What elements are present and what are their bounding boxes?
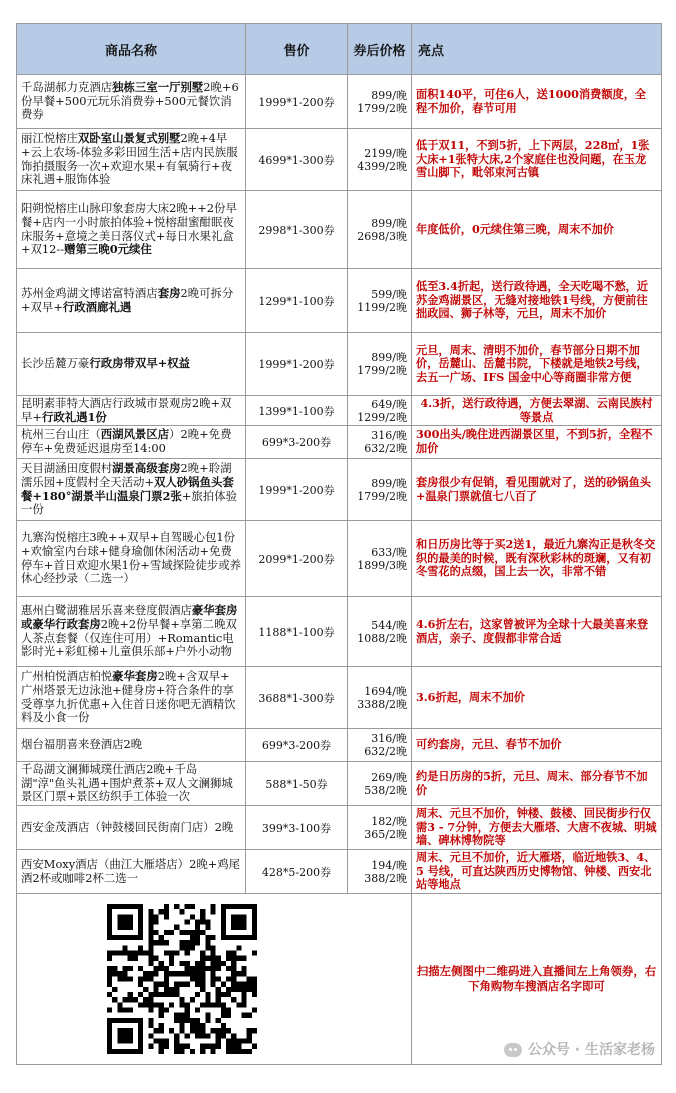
total-price: 1899/3晚 — [357, 558, 407, 572]
product-name-text: 千岛湖郝力克酒店 — [21, 80, 113, 95]
product-name-text: 苏州金鸡湖文博诺富特酒店 — [21, 285, 158, 300]
highlight: 300出头/晚住进西湖景区里，不到5折，全程不加价 — [412, 426, 662, 459]
product-name-emphasis: 西湖风景区店 — [100, 427, 170, 442]
highlight: 低至3.4折起，送行政待遇，全天吃喝不愁，近苏金鸡湖景区，无缝对接地铁1号线，方便前往拙政园、狮子林等，元旦，周末不加价 — [412, 269, 662, 333]
after-coupon-price — [348, 521, 412, 597]
table-row — [17, 333, 662, 396]
highlight: 可约套房，元旦、春节不加价 — [412, 729, 662, 762]
product-name-text: 阳朔悦榕庄山脉印象套房大床2晚++2份早餐+店内一小时旅拍体验+悦榕甜蜜酣眠夜床服务+意境之美日落仪式+每日水果礼盒+双12-- — [21, 201, 237, 257]
per-night-price: 194/晚 — [371, 858, 407, 872]
per-night-price: 1694/晚 — [364, 684, 407, 698]
after-coupon-price — [348, 762, 412, 806]
highlight: 元旦，周末、清明不加价，春节部分日期不加价，岳麓山、岳麓书院，下楼就是地铁2号线，去五一广场、IFS 国金中心等商圈非常方便 — [412, 333, 662, 396]
after-coupon-price — [348, 426, 412, 459]
table-row — [17, 667, 662, 729]
highlight: 约是日历房的5折，元旦、周末、部分春节不加价 — [412, 762, 662, 806]
price: 428*5-200券 — [246, 850, 348, 894]
product-name-text: 2晚+6份早餐+500元玩乐消费券+500元餐饮消费券 — [21, 80, 239, 122]
product-name-text: 丽江悦榕庄 — [21, 131, 78, 146]
product-name-text: 广州柏悦酒店柏悦 — [21, 669, 113, 684]
per-night-price: 2199/晚 — [364, 146, 407, 160]
after-coupon-price — [348, 729, 412, 762]
product-name-emphasis: 独栋三室一厅别墅 — [112, 80, 204, 95]
scan-instruction-cell — [412, 894, 662, 1065]
after-coupon-price — [348, 333, 412, 396]
price: 588*1-50券 — [246, 762, 348, 806]
after-coupon-price — [348, 597, 412, 667]
after-coupon-price — [348, 269, 412, 333]
wechat-icon — [504, 1043, 522, 1057]
qr-cell — [17, 894, 412, 1065]
table-row — [17, 850, 662, 894]
product-name-text: 九寨沟悦榕庄3晚++双早+自驾暖心包1份+欢愉室内台球+健身瑜伽休闲活动+免费停车+首日欢迎水果1份+雪域探险徒步或养休心经抄录（二选一） — [21, 530, 241, 586]
product-name-text: 杭州三台山庄（ — [21, 427, 101, 442]
product-name — [17, 75, 246, 129]
table-row — [17, 269, 662, 333]
highlight: 套房很少有促销，看见围就对了，送的砂锅鱼头+温泉门票就值七八百了 — [412, 459, 662, 521]
highlight: 周末、元旦不加价，钟楼、鼓楼、回民街步行仅需3 - 7分钟，方便去大雁塔、大唐不夜城、明城墙、碑林博物院等 — [412, 806, 662, 850]
qr-code-icon[interactable] — [107, 902, 257, 1056]
table-row — [17, 191, 662, 269]
after-coupon-price — [348, 850, 412, 894]
total-price: 1299/2晚 — [357, 410, 407, 424]
product-name-emphasis: 湖景高级套房 — [112, 461, 181, 476]
price: 399*3-100券 — [246, 806, 348, 850]
product-name-text: 2晚+含双早+ 广州塔景无边泳池+健身房+符合条件的享受尊享九折优惠+入住首日迷你吧无酒精饮料及小食一份 — [21, 669, 236, 725]
product-name-emphasis: 双卧室山景复式别墅 — [77, 131, 181, 146]
header-after-price: 券后价格 — [348, 24, 412, 75]
table-row — [17, 75, 662, 129]
product-name-text: 2晚+4早+云上农场-体验多彩田园生活+店内民族服饰拍摄服务一次+欢迎水果+有氧骑行+夜床礼遇+服饰体验 — [21, 131, 238, 187]
total-price: 1088/2晚 — [357, 631, 407, 645]
scan-instruction: 扫描左侧图中二维码进入直播间左上角领券，右下角购物车搜酒店名字即可 — [416, 964, 657, 993]
total-price: 1199/2晚 — [357, 300, 407, 314]
product-name-text: 西安金茂酒店（钟鼓楼回民街南门店）2晚 — [21, 819, 234, 834]
per-night-price: 599/晚 — [371, 287, 407, 301]
product-name-text: 2晚可拆分+双早+ — [21, 285, 234, 314]
total-price: 1799/2晚 — [357, 101, 407, 115]
highlight: 低于双11，不到5折，上下两层，228㎡，1张大床+1张特大床,2个家庭住也没问题，在玉龙雪山脚下，毗邻束河古镇 — [412, 129, 662, 191]
price: 699*3-200券 — [246, 426, 348, 459]
product-name — [17, 597, 246, 667]
price: 699*3-200券 — [246, 729, 348, 762]
product-name — [17, 191, 246, 269]
product-name-text: 西安Moxy酒店（曲江大雁塔店）2晚+鸡尾酒2杯或咖啡2杯二选一 — [21, 856, 241, 885]
product-name-emphasis: 行政房带双早+权益 — [89, 356, 191, 371]
per-night-price: 899/晚 — [371, 351, 407, 364]
header-row — [17, 24, 662, 75]
after-coupon-price — [348, 806, 412, 850]
per-night-price: 633/晚 — [371, 545, 407, 559]
price: 1299*1-100券 — [246, 269, 348, 333]
total-price: 632/2晚 — [364, 442, 407, 455]
table-row — [17, 396, 662, 426]
total-price: 1799/2晚 — [357, 489, 407, 503]
table-row — [17, 459, 662, 521]
price: 1399*1-100券 — [246, 396, 348, 426]
total-price: 4399/2晚 — [357, 159, 407, 173]
highlight: 4.6折左右，这家曾被评为全球十大最美喜来登酒店，亲子、度假都非常合适 — [412, 597, 662, 667]
product-name-text: +旅拍体验一份 — [21, 488, 237, 517]
per-night-price: 269/晚 — [371, 770, 407, 784]
per-night-price: 649/晚 — [371, 397, 407, 411]
price: 1188*1-100券 — [246, 597, 348, 667]
product-name-text: 2晚+2份早餐+享第二晚双人茶点套餐（仅连住可用）+Romantic电影时光+彩虹梯+儿童俱乐部+户外小动物 — [21, 616, 237, 659]
header-name: 商品名称 — [17, 24, 246, 75]
product-name — [17, 129, 246, 191]
table-row — [17, 521, 662, 597]
table-row — [17, 729, 662, 762]
product-name-text: 昆明素菲特大酒店行政城市景观房2晚+双早+ — [21, 395, 232, 424]
price: 3688*1-300券 — [246, 667, 348, 729]
header-highlight: 亮点 — [412, 24, 662, 75]
table-row — [17, 129, 662, 191]
per-night-price: 899/晚 — [371, 216, 407, 230]
product-name-emphasis: 双人砂锅鱼头套餐+180°湖景半山温泉门票2张 — [21, 474, 234, 503]
table-row — [17, 597, 662, 667]
product-name — [17, 521, 246, 597]
product-name-text: 天目湖涵田度假村 — [21, 461, 113, 476]
product-name-emphasis: 行政酒廊礼遇 — [62, 299, 132, 314]
total-price: 365/2晚 — [364, 827, 407, 841]
product-name — [17, 426, 246, 459]
price: 1999*1-200券 — [246, 75, 348, 129]
per-night-price: 316/晚 — [371, 732, 407, 745]
product-name-emphasis: 套房 — [157, 285, 181, 300]
after-coupon-price — [348, 75, 412, 129]
price: 2998*1-300券 — [246, 191, 348, 269]
table-row — [17, 806, 662, 850]
product-name-emphasis: 行政礼遇1份 — [41, 409, 107, 424]
product-name — [17, 269, 246, 333]
price: 1999*1-200券 — [246, 333, 348, 396]
price: 4699*1-300券 — [246, 129, 348, 191]
product-name-text: 烟台福朋喜来登酒店2晚 — [21, 737, 143, 752]
product-name-text: 千岛湖文澜狮城璞仕酒店2晚+千岛湖"淳"鱼头礼遇+围炉煮茶+双人文澜狮城景区门票+景区纺织手工体验一次 — [21, 762, 233, 804]
product-name-text: ）2晚+免费停车+免费延迟退房至14:00 — [21, 427, 232, 455]
total-price: 2698/3晚 — [357, 229, 407, 243]
per-night-price: 316/晚 — [371, 429, 407, 442]
highlight: 4.3折，送行政待遇，方便去翠湖、云南民族村等景点 — [412, 396, 662, 426]
product-name-text: 2晚+聆湖濡乐园+度假村全天活动+ — [21, 461, 232, 489]
hotel-deals-table — [16, 23, 662, 1065]
highlight: 和日历房比等于买2送1，最近九寨沟正是秋冬交织的最美的时候，既有深秋彩林的斑斓，又有初冬雪花的点缀，国上去一次，非常不错 — [412, 521, 662, 597]
after-coupon-price — [348, 129, 412, 191]
per-night-price: 899/晚 — [371, 476, 407, 490]
highlight: 年度低价，0元续住第三晚，周末不加价 — [412, 191, 662, 269]
per-night-price: 182/晚 — [371, 814, 407, 828]
product-name-text: 长沙岳麓万豪 — [21, 356, 90, 371]
price: 1999*1-200券 — [246, 459, 348, 521]
highlight: 面积140平，可住6人，送1000消费额度，全程不加价，春节可用 — [412, 75, 662, 129]
after-coupon-price — [348, 459, 412, 521]
after-coupon-price — [348, 667, 412, 729]
product-name — [17, 396, 246, 426]
product-name-text: 惠州白鹭湖雅居乐喜来登度假酒店 — [21, 603, 192, 618]
product-name — [17, 729, 246, 762]
after-coupon-price — [348, 191, 412, 269]
highlight: 3.6折起，周末不加价 — [412, 667, 662, 729]
total-price: 632/2晚 — [364, 745, 407, 758]
product-name — [17, 806, 246, 850]
header-price: 售价 — [246, 24, 348, 75]
total-price: 1799/2晚 — [357, 364, 407, 377]
watermark-text: 公众号 · 生活家老杨 — [527, 1042, 655, 1058]
product-name — [17, 459, 246, 521]
product-name-emphasis: 豪华套房或豪华行政套房 — [21, 603, 238, 631]
product-name-emphasis: 赠第三晚0元续住 — [64, 242, 152, 257]
product-name — [17, 762, 246, 806]
product-name-emphasis: 豪华套房 — [112, 669, 158, 684]
watermark — [504, 1043, 655, 1058]
after-coupon-price — [348, 396, 412, 426]
product-name — [17, 667, 246, 729]
total-price: 538/2晚 — [364, 783, 407, 797]
product-name — [17, 333, 246, 396]
per-night-price: 899/晚 — [371, 88, 407, 102]
footer-row — [17, 894, 662, 1065]
highlight: 周末、元旦不加价，近大雁塔，临近地铁3、4、5 号线，可直达陕西历史博物馆、钟楼、西安北站等地点 — [412, 850, 662, 894]
per-night-price: 544/晚 — [371, 618, 407, 632]
table-row — [17, 762, 662, 806]
table-row — [17, 426, 662, 459]
price: 2099*1-200券 — [246, 521, 348, 597]
product-name — [17, 850, 246, 894]
total-price: 3388/2晚 — [357, 697, 407, 711]
total-price: 388/2晚 — [364, 871, 407, 885]
